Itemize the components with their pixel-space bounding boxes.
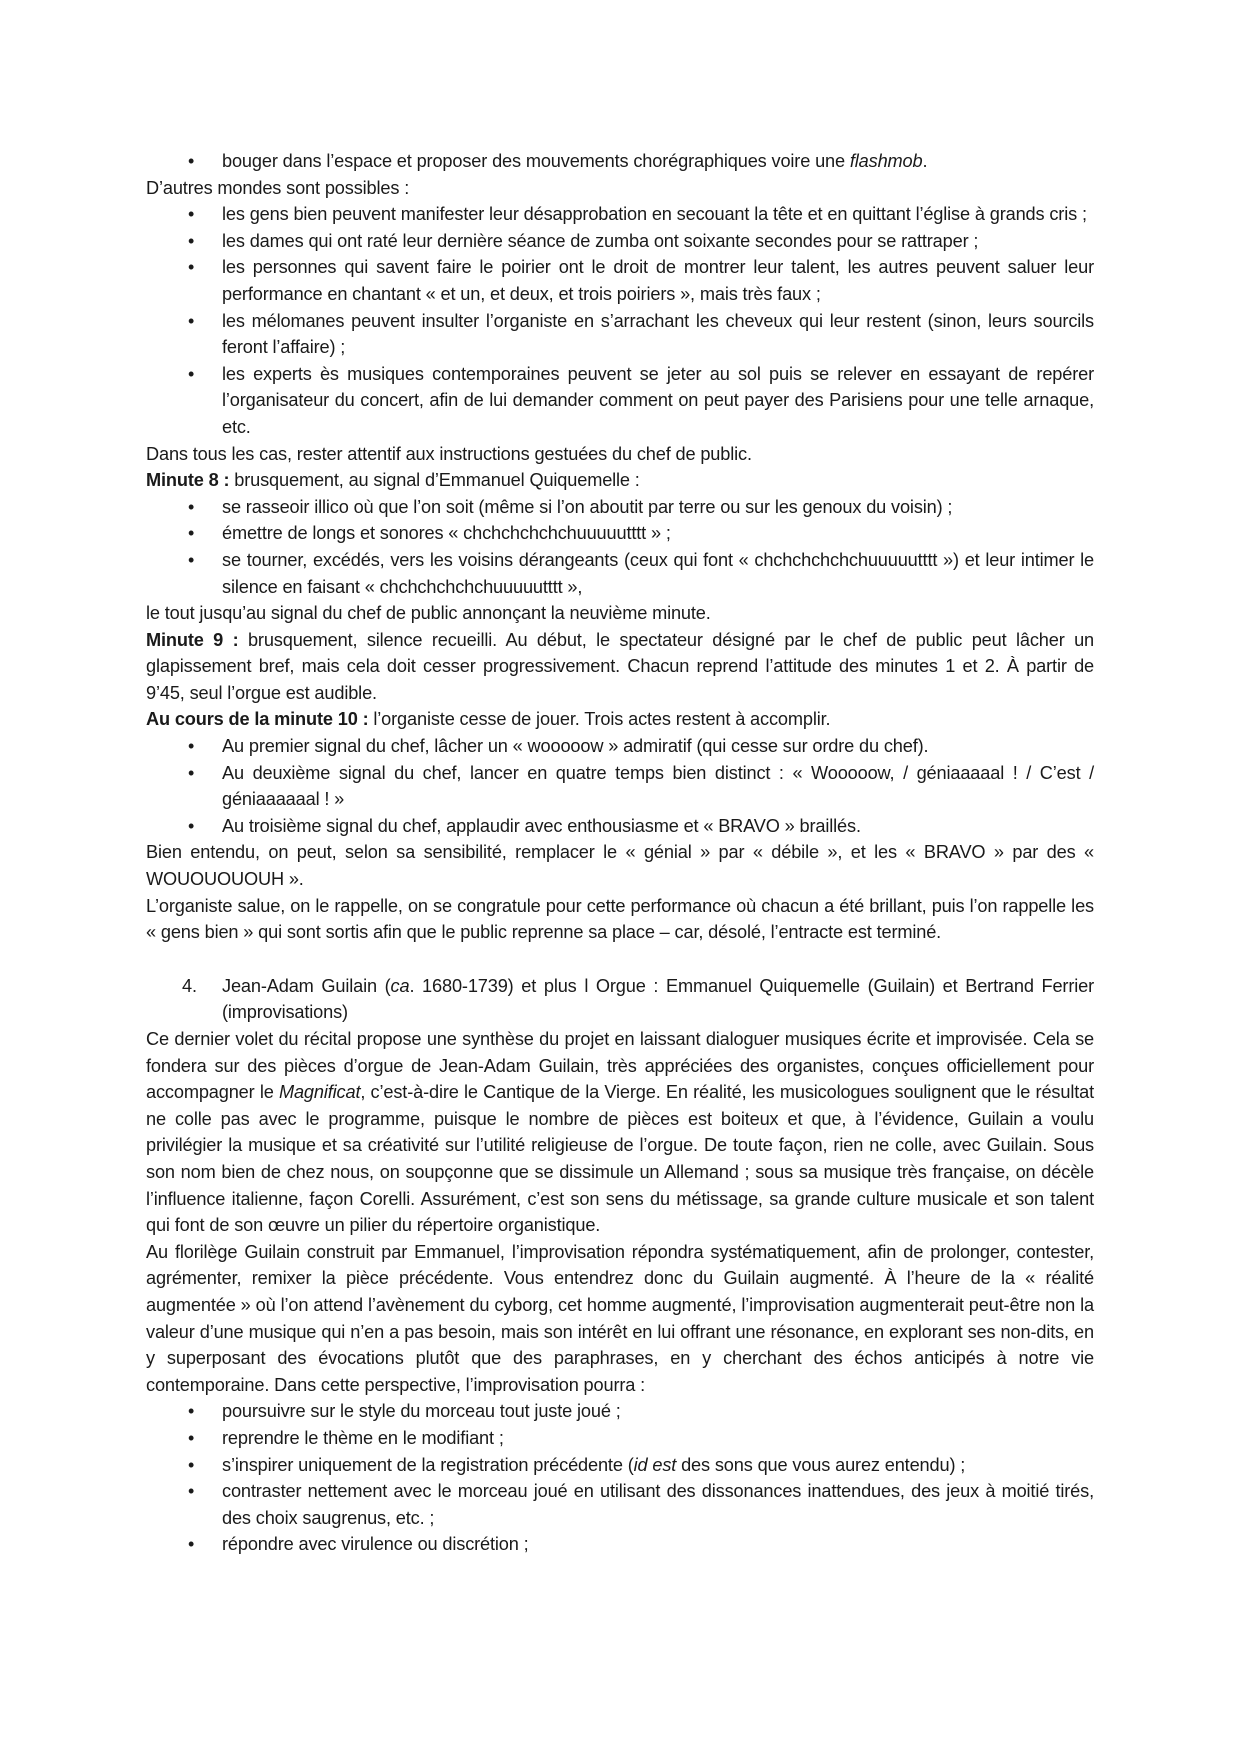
list-item: • les experts ès musiques contemporaines peuvent se jeter au sol puis se relever en essayant de repérer l’organisateur du concert, afin de lui demander comment on peut payer des Parisiens pour une telle arnaque, etc. bbox=[146, 361, 1094, 441]
list-item: • Au premier signal du chef, lâcher un « wooooow » admiratif (qui cesse sur ordre du chef). bbox=[146, 733, 1094, 760]
list-item: • Au troisième signal du chef, applaudir avec enthousiasme et « BRAVO » braillés. bbox=[146, 813, 1094, 840]
bullet-list-minute-10 bbox=[146, 733, 1094, 839]
list-item: • poursuivre sur le style du morceau tout juste joué ; bbox=[146, 1398, 1094, 1425]
paragraph-synthese: Ce dernier volet du récital propose une synthèse du projet en laissant dialoguer musiques écrite et improvisée. Cela se fondera sur des pièces d’orgue de Jean-Adam Guilain, très appréciées des organistes, conçues officiellement pour accompagner le Magnificat, c’est-à-dire le Cantique de la Vierge. En réalité, les musicologues soulignent que le résultat ne colle pas avec le programme, puisque le nombre de pièces est boiteux et que, à l’évidence, Guilain a voulu privilégier la musique et sa créativité sur l’utilité religieuse de l’orgue. De toute façon, rien ne colle, avec Guilain. Sous son nom bien de chez nous, on soupçonne que se dissimule un Allemand ; sous sa musique très française, on décèle l’influence italienne, façon Corelli. Assurément, c’est son sens du métissage, sa grande culture musicale et son talent qui font de son œuvre un pilier du répertoire organistique. bbox=[146, 1029, 1094, 1236]
paragraph-minute-9: Minute 9 : brusquement, silence recueilli. Au début, le spectateur désigné par le chef de public peut lâcher un glapissement bref, mais cela doit cesser progressivement. Chacun reprend l’attitude des minutes 1 et 2. À partir de 9’45, seul l’orgue est audible. bbox=[146, 629, 1094, 703]
list-item: • se rasseoir illico où que l’on soit (même si l’on aboutit par terre ou sur les genoux du voisin) ; bbox=[146, 494, 1094, 521]
list-item: • émettre de longs et sonores « chchchchchchuuuuutttt » ; bbox=[146, 520, 1094, 547]
paragraph-organiste: L’organiste salue, on le rappelle, on se congratule pour cette performance où chacun a été brillant, puis l’on rappelle les « gens bien » qui sont sortis afin que le public reprenne sa place – car, désolé, l’entracte est terminé. bbox=[146, 895, 1094, 943]
paragraph-minute-8: Minute 8 : brusquement, au signal d’Emmanuel Quiquemelle : bbox=[146, 470, 640, 491]
numbered-item: 4. Jean-Adam Guilain (ca. 1680-1739) et plus l Orgue : Emmanuel Quiquemelle (Guilain) et Bertrand Ferrier (improvisations) bbox=[146, 973, 1094, 1026]
document-page bbox=[146, 148, 1094, 1558]
section-number: 4. bbox=[182, 975, 197, 996]
list-item: • les dames qui ont raté leur dernière séance de zumba ont soixante secondes pour se rattraper ; bbox=[146, 228, 1094, 255]
paragraph-bien-entendu: Bien entendu, on peut, selon sa sensibilité, remplacer le « génial » par « débile », et les « BRAVO » par des « WOUOUOUOUH ». bbox=[146, 842, 1094, 890]
list-item: • les gens bien peuvent manifester leur désapprobation en secouant la tête et en quittant l’église à grands cris ; bbox=[146, 201, 1094, 228]
bullet-list-minute-8 bbox=[146, 494, 1094, 600]
minute-10-label: Au cours de la minute 10 : bbox=[146, 709, 369, 730]
bullet-list-autres-mondes bbox=[146, 201, 1094, 440]
minute-8-label: Minute 8 : bbox=[146, 470, 230, 491]
list-item: • s’inspirer uniquement de la registration précédente (id est des sons que vous aurez entendu) ; bbox=[146, 1452, 1094, 1479]
list-item: • les mélomanes peuvent insulter l’organiste en s’arrachant les cheveux qui leur restent (sinon, leurs sourcils feront l’affaire) ; bbox=[146, 308, 1094, 361]
spacer bbox=[146, 946, 1094, 973]
list-item: • reprendre le thème en le modifiant ; bbox=[146, 1425, 1094, 1452]
section-heading-4 bbox=[146, 973, 1094, 1026]
paragraph-florilege: Au florilège Guilain construit par Emmanuel, l’improvisation répondra systématiquement, afin de prolonger, contester, agrémenter, remixer la pièce précédente. Vous entendrez donc du Guilain augmenté. À l’heure de la « réalité augmentée » où l’on attend l’avènement du cyborg, cet homme augmenté, l’improvisation augmenterait peut-être non la valeur d’une musique qui n’en a pas besoin, mais son intérêt en lui offrant une résonance, en explorant ses non-dits, en y superposant des évocations plutôt que des paraphrases, en y cherchant des échos anticipés à notre vie contemporaine. Dans cette perspective, l’improvisation pourra : bbox=[146, 1241, 1094, 1395]
list-item: • contraster nettement avec le morceau joué en utilisant des dissonances inattendues, des jeux à moitié tirés, des choix saugrenus, etc. ; bbox=[146, 1478, 1094, 1531]
list-item: • Au deuxième signal du chef, lancer en quatre temps bien distinct : « Wooooow, / géniaaaaal ! / C’est / géniaaaaaal ! » bbox=[146, 760, 1094, 813]
bullet-list-movements bbox=[146, 148, 1094, 175]
list-item: • les personnes qui savent faire le poirier ont le droit de montrer leur talent, les autres peuvent saluer leur performance en chantant « et un, et deux, et trois poiriers », mais très faux ; bbox=[146, 254, 1094, 307]
list-item: • répondre avec virulence ou discrétion ; bbox=[146, 1531, 1094, 1558]
minute-9-label: Minute 9 : bbox=[146, 629, 239, 650]
bullet-list-improvisation bbox=[146, 1398, 1094, 1558]
paragraph-tout: le tout jusqu’au signal du chef de public annonçant la neuvième minute. bbox=[146, 603, 711, 624]
list-item: • se tourner, excédés, vers les voisins dérangeants (ceux qui font « chchchchchchuuuuutttt ») et leur intimer le silence en faisant « chchchchchchuuuuutttt », bbox=[146, 547, 1094, 600]
paragraph-instructions: Dans tous les cas, rester attentif aux instructions gestuées du chef de public. bbox=[146, 443, 752, 464]
paragraph-autres-mondes: D’autres mondes sont possibles : bbox=[146, 177, 410, 198]
paragraph-minute-10: Au cours de la minute 10 : l’organiste cesse de jouer. Trois actes restent à accomplir. bbox=[146, 709, 831, 730]
list-item: • bouger dans l’espace et proposer des mouvements chorégraphiques voire une flashmob. bbox=[146, 148, 1094, 175]
